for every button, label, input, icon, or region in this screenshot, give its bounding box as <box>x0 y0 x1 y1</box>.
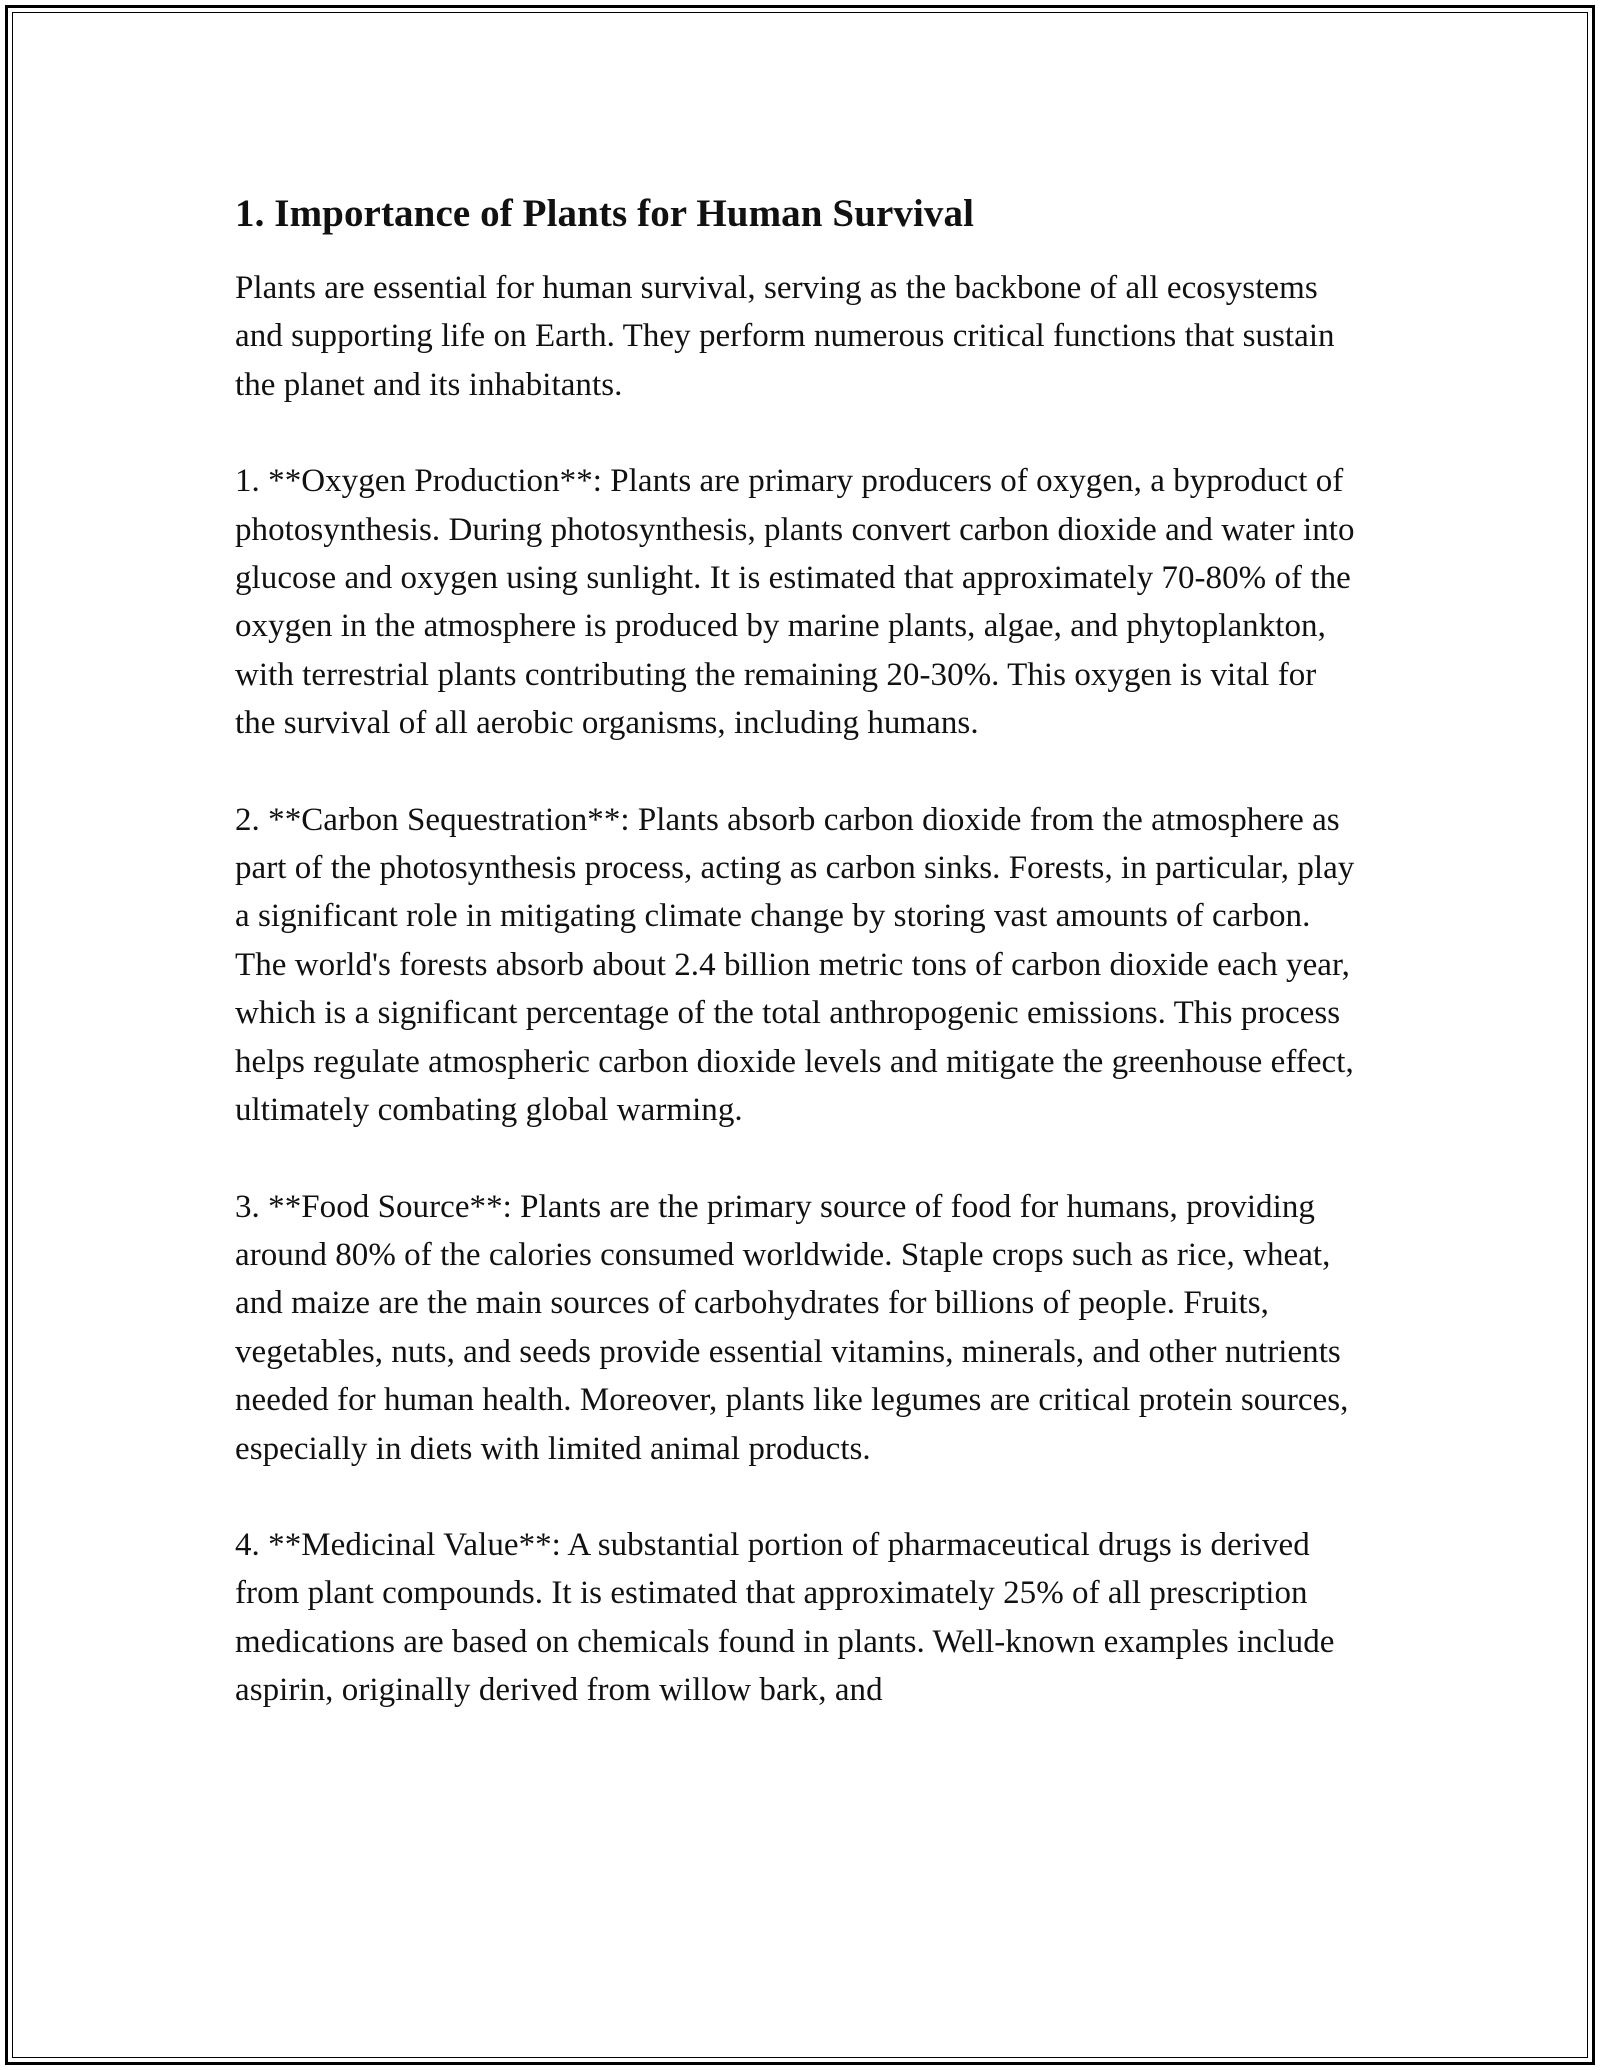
carbon-sequestration-paragraph: 2. **Carbon Sequestration**: Plants absorb carbon dioxide from the atmosphere as part of the photosynthesis process, acting as carbon sinks. Forests, in particular, play a significant role in mitigating climate change by storing vast amounts of carbon. The world's forests absorb about 2.4 billion metric tons of carbon dioxide each year, which is a significant percentage of the total anthropogenic emissions. This process helps regulate atmospheric carbon dioxide levels and mitigate the greenhouse effect, ultimately combating global warming. <box>235 801 1355 1129</box>
intro-paragraph: Plants are essential for human survival, serving as the backbone of all ecosystems and supporting life on Earth. They perform numerous critical functions that sustain the planet and its inhabitants. <box>235 270 1335 403</box>
medicinal-value-paragraph: 4. **Medicinal Value**: A substantial portion of pharmaceutical drugs is derived from plant compounds. It is estimated that approximately 25% of all prescription medications are based on chemicals found in plants. Well-known examples include aspirin, originally derived from willow bark, and <box>235 1526 1335 1709</box>
food-source-paragraph: 3. **Food Source**: Plants are the primary source of food for humans, providing around 80% of the calories consumed worldwide. Staple crops such as rice, wheat, and maize are the main sources of carbohydrates for billions of people. Fruits, vegetables, nuts, and seeds provide essential vitamins, minerals, and other nutrients needed for human health. Moreover, plants like legumes are critical protein sources, especially in diets with limited animal products. <box>235 1188 1349 1467</box>
section-title: 1. Importance of Plants for Human Survival <box>235 192 975 235</box>
document-body <box>235 188 1365 1763</box>
oxygen-production-paragraph: 1. **Oxygen Production**: Plants are primary producers of oxygen, a byproduct of photosynthesis. During photosynthesis, plants convert carbon dioxide and water into glucose and oxygen using sunlight. It is estimated that approximately 70-80% of the oxygen in the atmosphere is produced by marine plants, algae, and phytoplankton, with terrestrial plants contributing the remaining 20-30%. This oxygen is vital for the survival of all aerobic organisms, including humans. <box>235 463 1355 742</box>
